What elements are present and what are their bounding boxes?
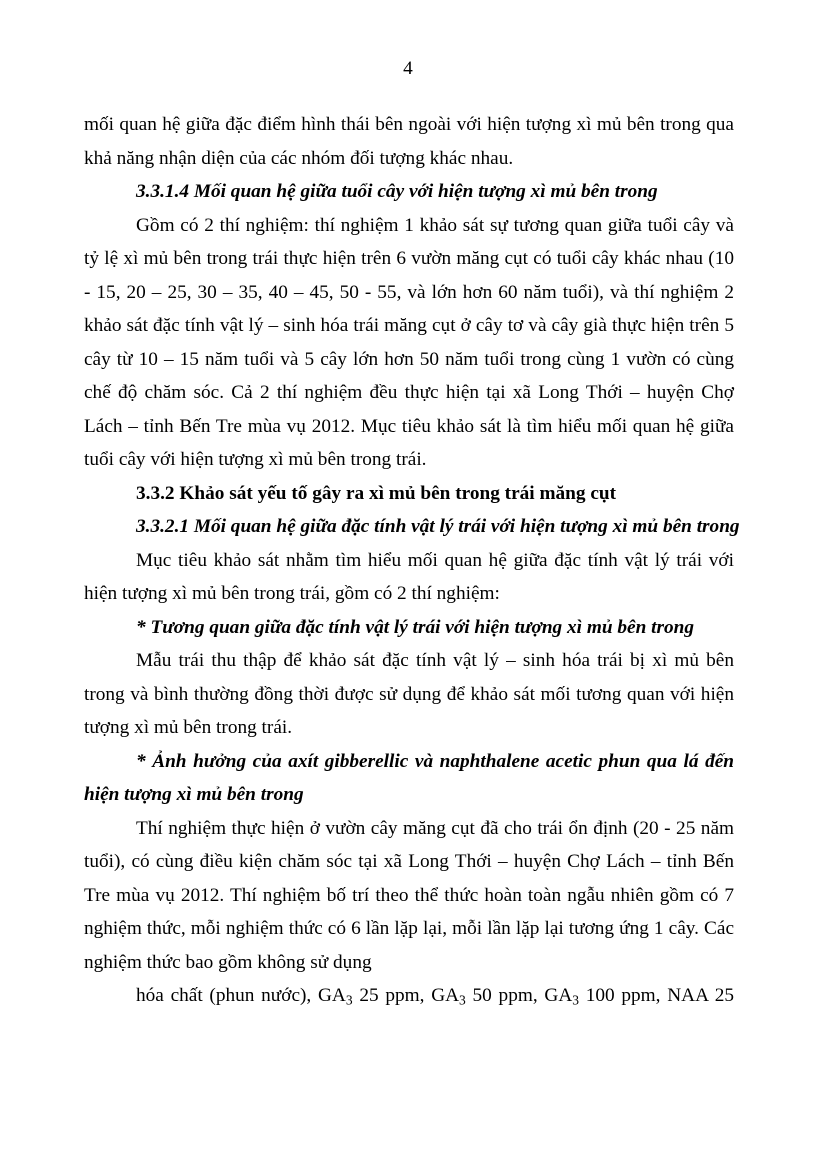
heading-3-3-2: 3.3.2 Khảo sát yếu tố gây ra xì mủ bên trong trái măng cụt <box>136 482 617 504</box>
paragraph-objective: Mục tiêu khảo sát nhằm tìm hiểu mối quan hệ giữa đặc tính vật lý trái với hiện tượng xì mủ bên trong trái, gồm có 2 thí nghiệm: <box>84 549 734 604</box>
text-segment: 100 ppm, NAA 25 <box>579 985 734 1006</box>
subheading-ga-naa-effect: * Ảnh hưởng của axít gibberellic và naphthalene acetic phun qua lá đến hiện tượng xì mủ bên trong <box>84 750 734 805</box>
heading-3-3-2-1: 3.3.2.1 Mối quan hệ giữa đặc tính vật lý trái với hiện tượng xì mủ bên trong <box>136 516 740 537</box>
paragraph-intro: mối quan hệ giữa đặc điểm hình thái bên ngoài với hiện tượng xì mủ bên trong qua khả năng nhận diện của các nhóm đối tượng khác nhau. <box>84 114 734 169</box>
text-segment: 25 ppm, GA <box>352 985 460 1006</box>
page-number: 4 <box>403 58 413 79</box>
paragraph-experiment <box>84 812 734 1013</box>
paragraph-samples: Mẫu trái thu thập để khảo sát đặc tính vật lý – sinh hóa trái bị xì mủ bên trong và bình thường đồng thời được sử dụng để khảo sát mối tương quan với hiện tượng xì mủ bên trong trái. <box>84 650 734 738</box>
page-body <box>84 108 740 1013</box>
paragraph-experiment-last-line <box>84 979 734 1013</box>
subheading-correlation: * Tương quan giữa đặc tính vật lý trái với hiện tượng xì mủ bên trong <box>136 616 694 638</box>
subscript: 3 <box>572 992 579 1008</box>
text-segment: 50 ppm, GA <box>465 985 573 1006</box>
subscript: 3 <box>345 992 353 1008</box>
text-segment: hóa chất (phun nước), GA <box>136 985 346 1006</box>
heading-3-3-1-4: 3.3.1.4 Mối quan hệ giữa tuổi cây với hiện tượng xì mủ bên trong <box>136 181 658 202</box>
paragraph-experiment-text: Thí nghiệm thực hiện ở vườn cây măng cụt đã cho trái ổn định (20 - 25 năm tuổi), có cùng điều kiện chăm sóc tại xã Long Thới – huyện Chợ Lách – tỉnh Bến Tre mùa vụ 2012. Thí nghiệm bố trí theo thể thức hoàn toàn ngẫu nhiên gồm có 7 nghiệm thức, mỗi nghiệm thức có 6 lần lặp lại, mỗi lần lặp lại tương ứng 1 cây. Các nghiệm thức bao gồm không sử dụng <box>84 817 734 973</box>
paragraph-tree-age: Gồm có 2 thí nghiệm: thí nghiệm 1 khảo sát sự tương quan giữa tuổi cây và tỷ lệ xì mủ bên trong trái thực hiện trên 6 vườn măng cụt có tuổi cây khác nhau (10 - 15, 20 – 25, 30 – 35, 40 – 45, 50 - 55, và lớn hơn 60 năm tuổi), và thí nghiệm 2 khảo sát đặc tính vật lý – sinh hóa trái măng cụt ở cây tơ và cây già thực hiện trên 5 cây từ 10 – 15 năm tuổi và 5 cây lớn hơn 50 năm tuổi trong cùng 1 vườn có cùng chế độ chăm sóc. Cả 2 thí nghiệm đều thực hiện tại xã Long Thới – huyện Chợ Lách – tỉnh Bến Tre mùa vụ 2012. Mục tiêu khảo sát là tìm hiểu mối quan hệ giữa tuổi cây với hiện tượng xì mủ bên trong trái. <box>84 214 734 470</box>
subscript: 3 <box>459 992 466 1008</box>
